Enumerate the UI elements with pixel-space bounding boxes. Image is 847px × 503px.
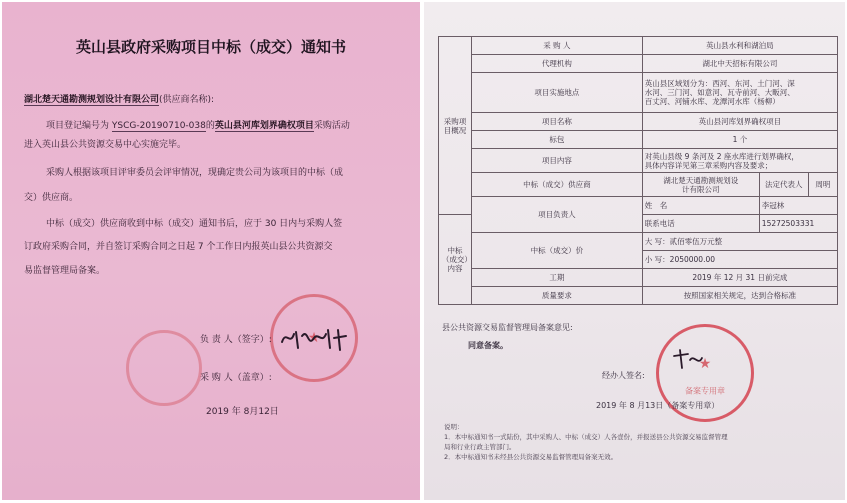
filing-opinion: 同意备案。: [468, 341, 508, 350]
responsible-label: 负 责 人（签字）:: [200, 335, 272, 345]
section-award: 中标（成交）内容: [439, 215, 472, 305]
award-notice-page: [2, 2, 420, 500]
handler-signature-icon: [668, 348, 708, 372]
left-date: 2019 年 8月12日: [206, 407, 279, 417]
pm-name-value: 李冠林: [759, 197, 837, 215]
content-line-1: 对英山县级 9 条河及 2 座水库进行划界确权，: [644, 151, 799, 161]
winner-line-1: 湖北楚天通勘测规划设: [663, 175, 739, 185]
project-name: 英山县河库划界确权项目: [214, 121, 314, 131]
legal-cell-label: 法定代表人: [759, 173, 808, 197]
content-cell-label: 项目内容: [472, 149, 643, 173]
filing-seal-text: 备案专用章: [685, 386, 725, 396]
notice-title: 英山县政府采购项目中标（成交）通知书: [75, 38, 346, 56]
paragraph-1-line-1: [46, 120, 350, 132]
price-cell-label: 中标（成交）价: [472, 233, 643, 269]
paragraph-3-line-1: 中标（成交）供应商收到中标（成交）通知书后，应于 30 日内与采购人签: [46, 219, 343, 229]
quality-cell-label: 质量要求: [472, 287, 643, 305]
period-cell-value: 2019 年 12 月 31 日前完成: [642, 269, 837, 287]
handler-label: 经办人签名:: [602, 371, 645, 380]
price-upper: 大 写：贰佰零伍万元整: [642, 233, 837, 251]
paragraph-3-line-2: 订政府采购合同，并自签订采购合同之日起 7 个工作日内报英山县公共资源交: [24, 242, 333, 252]
pm-cell-label: 项目负责人: [472, 197, 643, 233]
location-cell-label: 项目实施地点: [472, 73, 643, 113]
lot-cell-value: 1 个: [642, 131, 837, 149]
filing-title: 县公共资源交易监督管理局备案意见:: [442, 323, 573, 332]
agency-cell-label: 代理机构: [472, 55, 643, 73]
agency-cell-value: 湖北中天招标有限公司: [642, 55, 837, 73]
right-date: 2019 年 8 月13日（备案专用章）: [596, 401, 720, 410]
award-detail-page: [424, 2, 845, 500]
location-line-2: 水河、三门河、如意河、瓦寺前河、大畈河、: [644, 88, 795, 97]
lot-cell-label: 标包: [472, 131, 643, 149]
supplier-suffix: (供应商名称):: [159, 95, 215, 105]
supplier-line: [24, 94, 214, 106]
winner-line-2: 计有限公司: [682, 184, 720, 194]
paragraph-3-line-3: 易监督管理局备案。: [24, 266, 106, 276]
quality-cell-value: 按照国家相关规定，达到合格标准: [642, 287, 837, 305]
award-detail-table: [438, 36, 838, 305]
paragraph-2-line-1: 采购人根据该项目评审委员会评审情况，现确定贵公司为该项目的中标（成: [46, 168, 344, 178]
p1-text-c: 采购活动: [313, 121, 350, 131]
price-lower: 小 写：2050000.00: [642, 251, 837, 269]
note-line-2: 局和行业行政主管部门。: [444, 443, 516, 451]
paragraph-2-line-2: 交）供应商。: [24, 193, 79, 203]
seal-star-icon: ★: [307, 330, 321, 346]
winner-cell-label: 中标（成交）供应商: [472, 173, 643, 197]
location-line-3: 百丈河、河铺水库、龙潭河水库（杨柳）: [644, 97, 780, 106]
section-overview: 采购项目概况: [439, 37, 472, 215]
name-cell-label: 项目名称: [472, 113, 643, 131]
filing-seal-star-icon: ★: [698, 355, 712, 372]
pm-phone-label: 联系电话: [642, 215, 759, 233]
pm-phone-value: 15272503331: [759, 215, 837, 233]
pm-name-label: 姓 名: [642, 197, 759, 215]
faint-seal: [126, 330, 202, 406]
purchaser-label: 采 购 人（盖章）:: [200, 373, 272, 383]
signature-icon: [278, 324, 352, 352]
location-line-1: 英山县区域划分为：西河、东河、土门河、深: [644, 79, 795, 88]
period-cell-label: 工期: [472, 269, 643, 287]
winner-cell-value: [642, 173, 759, 197]
notes-block: [444, 422, 839, 462]
content-line-2: 具体内容详见第三章采购内容及要求；: [644, 160, 773, 170]
content-cell-value: [642, 149, 837, 173]
location-cell-value: [642, 73, 837, 113]
paragraph-1-line-2: 进入英山县公共资源交易中心实施完毕。: [24, 140, 187, 150]
supplier-name: 湖北楚天通勘测规划设计有限公司: [24, 95, 160, 105]
purchaser-cell-value: 英山县水利和湖泊局: [642, 37, 837, 55]
purchaser-cell-label: 采 购 人: [472, 37, 643, 55]
project-code: YSCG-20190710-038: [111, 121, 206, 131]
note-line-1: 1．本中标通知书一式陆份，其中采购人、中标（成交）人各壹份，并报送县公共资源交易监督管理: [444, 433, 728, 441]
note-heading: 说明：: [444, 423, 464, 431]
name-cell-value: 英山县河库划界确权项目: [642, 113, 837, 131]
note-line-3: 2．本中标通知书未经县公共资源交易监督管理局备案无效。: [444, 453, 618, 461]
p1-text-b: 的: [205, 121, 215, 131]
p1-text-a: 项目登记编号为: [46, 121, 110, 131]
legal-cell-value: 周明: [808, 173, 837, 197]
